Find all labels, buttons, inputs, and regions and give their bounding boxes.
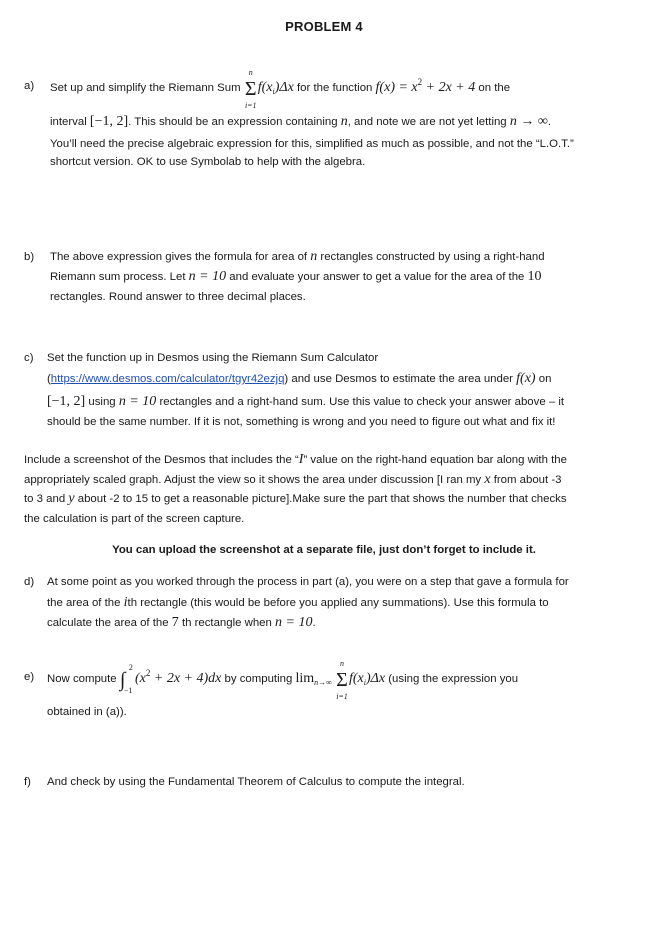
summation-symbol-e: Σ n i=1 xyxy=(336,659,348,701)
part-c-line-4: should be the same number. If it is not, something is wrong and you need to figure out what and fix it! xyxy=(47,416,556,428)
part-f-label: f) xyxy=(24,776,31,788)
part-c-line-2: (https://www.desmos.com/calculator/tgyr42ezjq) and use Desmos to estimate the area under f(x) on xyxy=(47,371,552,386)
part-c-line-1: Set the function up in Desmos using the Riemann Sum Calculator xyxy=(47,352,379,364)
part-e-line-1: Now compute ∫ 2 −1 $(x^2 + 2x + 4)dx$ by computing $\lim_{n\to\infty} \Sigma$ n i=1 $f(x_i)\Delta x$ (using the expression you xyxy=(47,659,519,701)
part-d-label: d) xyxy=(24,576,35,588)
part-d-line-1: At some point as you worked through the process in part (a), you were on a step that gave a formula for xyxy=(47,576,569,588)
part-a-label: a) xyxy=(24,80,35,92)
part-b-label: b) xyxy=(24,251,35,263)
part-a-line-2: interval [−1, 2]. This should be an expression containing n, and note we are not yet letting n → ∞. xyxy=(50,114,551,129)
part-a-line-4: shortcut version. OK to use Symbolab to help with the algebra. xyxy=(50,156,366,168)
part-c-line-3: [−1, 2] using n = 10 rectangles and a right-hand sum. Use this value to check your answer above – it xyxy=(47,394,565,409)
part-e-line-2: obtained in (a)). xyxy=(47,706,127,718)
include-line-2: appropriately scaled graph. Adjust the view so it shows the area under discussion [I ran my x from about -3 xyxy=(24,472,562,487)
part-f-line-1: And check by using the Fundamental Theorem of Calculus to compute the integral. xyxy=(47,776,465,788)
part-e-label: e) xyxy=(24,671,35,683)
part-d-line-2: the area of the ith rectangle (this would be before you applied any summations). Use this formula to xyxy=(47,595,549,610)
part-c-label: c) xyxy=(24,352,34,364)
include-line-1: Include a screenshot of the Desmos that includes the “I” value on the right-hand equation bar along with the xyxy=(24,452,567,467)
part-b-line-3: rectangles. Round answer to three decimal places. xyxy=(50,291,306,303)
part-d-line-3: calculate the area of the 7 th rectangle when n = 10. xyxy=(47,615,316,630)
integral-symbol: ∫ 2 −1 xyxy=(119,663,133,695)
part-a-line-1: Set up and simplify the Riemann Sum Σ n i=1 $f(x_i)\Delta x$ for the function $f(x) = x^2 + 2x + 4$ on the xyxy=(50,68,511,110)
upload-note: You can upload the screenshot at a separate file, just don’t forget to include it. xyxy=(112,544,536,556)
page-title: PROBLEM 4 xyxy=(285,19,363,34)
summation-symbol: Σ n i=1 xyxy=(244,68,257,110)
part-b-line-1: The above expression gives the formula for area of n rectangles constructed by using a right-hand xyxy=(50,249,545,264)
part-a-line-3: You’ll need the precise algebraic expression for this, simplified as much as possible, and not the “L.O.T.” xyxy=(50,138,574,150)
part-b-line-2: Riemann sum process. Let n = 10 and evaluate your answer to get a value for the area of the 10 xyxy=(50,269,542,284)
include-line-4: the calculation is part of the screen capture. xyxy=(24,513,245,525)
desmos-link[interactable]: https://www.desmos.com/calculator/tgyr42ezjq xyxy=(50,373,285,385)
include-line-3: to 3 and y about -2 to 15 to get a reasonable picture].Make sure the part that shows the number that checks xyxy=(24,491,567,506)
